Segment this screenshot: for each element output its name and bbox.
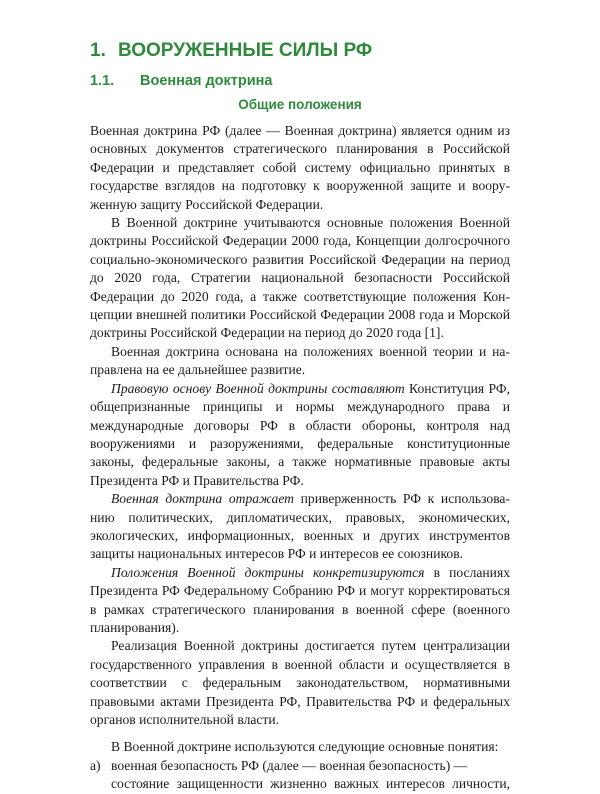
section-number: 1.1. bbox=[90, 73, 115, 89]
paragraph-4-text: Конституция РФ, общепризнанные принципы и нормы международного права и международные договоры РФ в области обороны, контроля над вооружениями и разоружениями, федеральные конституционные законы, федеральные законы, а также нормативные правовые акты Президента РФ и Правительства РФ. bbox=[90, 380, 510, 488]
paragraph-1: Военная доктрина РФ (далее — Военная доктрина) является одним из основных документов стратегического планирования в Российской Федерации и представляет собой систему официально принятых в государстве взглядов на подготовку к вооруженной защите и вооруженную защиту Российской Федерации. bbox=[90, 123, 510, 212]
paragraph-6 bbox=[90, 564, 510, 638]
section-heading bbox=[90, 73, 272, 89]
chapter-number: 1. bbox=[90, 40, 106, 61]
definition-a-continuation: состояние защищенности жизненно важных интересов личности, bbox=[111, 776, 510, 792]
chapter-heading bbox=[90, 40, 372, 62]
chapter-title: ВООРУЖЕННЫЕ СИЛЫ РФ bbox=[118, 40, 373, 61]
paragraph-5-text: приверженность РФ к использованию политических, дипломатических, правовых, экономических, экологических, информационных, военных и других инструментов защиты национальных интересов РФ и интересов ее союзников. bbox=[90, 491, 510, 562]
body-text bbox=[90, 122, 510, 794]
paragraph-7: Реализация Военной доктрины достигается путем централизации государственного управления в военной области и осуществляется в соответствии с федеральным законодательством, нормативными правовыми актами Президента РФ, Правительства РФ и федеральных органов исполнительной власти. bbox=[90, 638, 510, 727]
paragraph-2: В Военной доктрине учитываются основные положения Военной доктрины Российской Федерации 2000 года, Концепции долгосрочного социально-экономического развития Российской Федерации на период до 2020 года, Стратегии национальной безопасности Российской Федерации до 2020 года, а также соответствующие положения Концепции внешней политики Российской Федерации 2008 года и Морской доктрины Российской Федерации на период до 2020 года [1]. bbox=[90, 215, 510, 341]
paragraph-4-italic-lead: Правовую основу Военной доктрины составляют bbox=[111, 380, 405, 396]
section-title: Военная доктрина bbox=[140, 73, 273, 89]
definition-a-text: военная безопасность РФ (далее — военная безопасность) — bbox=[111, 757, 468, 773]
paragraph-5-italic-lead: Военная доктрина отражает bbox=[111, 491, 294, 507]
paragraph-3: Военная доктрина основана на положениях военной теории и направлена на ее дальнейшее развитие. bbox=[90, 343, 510, 378]
paragraph-5 bbox=[90, 490, 510, 564]
subsection-heading: Общие положения bbox=[238, 97, 362, 112]
paragraph-6-italic-lead: Положения Военной доктрины конкретизируются bbox=[111, 564, 425, 580]
definitions-intro: В Военной доктрине используются следующие основные понятия: bbox=[111, 739, 499, 755]
paragraph-4 bbox=[90, 380, 510, 490]
definition-a bbox=[90, 757, 510, 775]
definition-a-marker: а) bbox=[90, 757, 101, 773]
paragraph-6-text: в посланиях Президента РФ Федеральному Собранию РФ и могут корректироваться в рамках стратегического планирования в военной сфере (военного планирования). bbox=[90, 564, 510, 635]
